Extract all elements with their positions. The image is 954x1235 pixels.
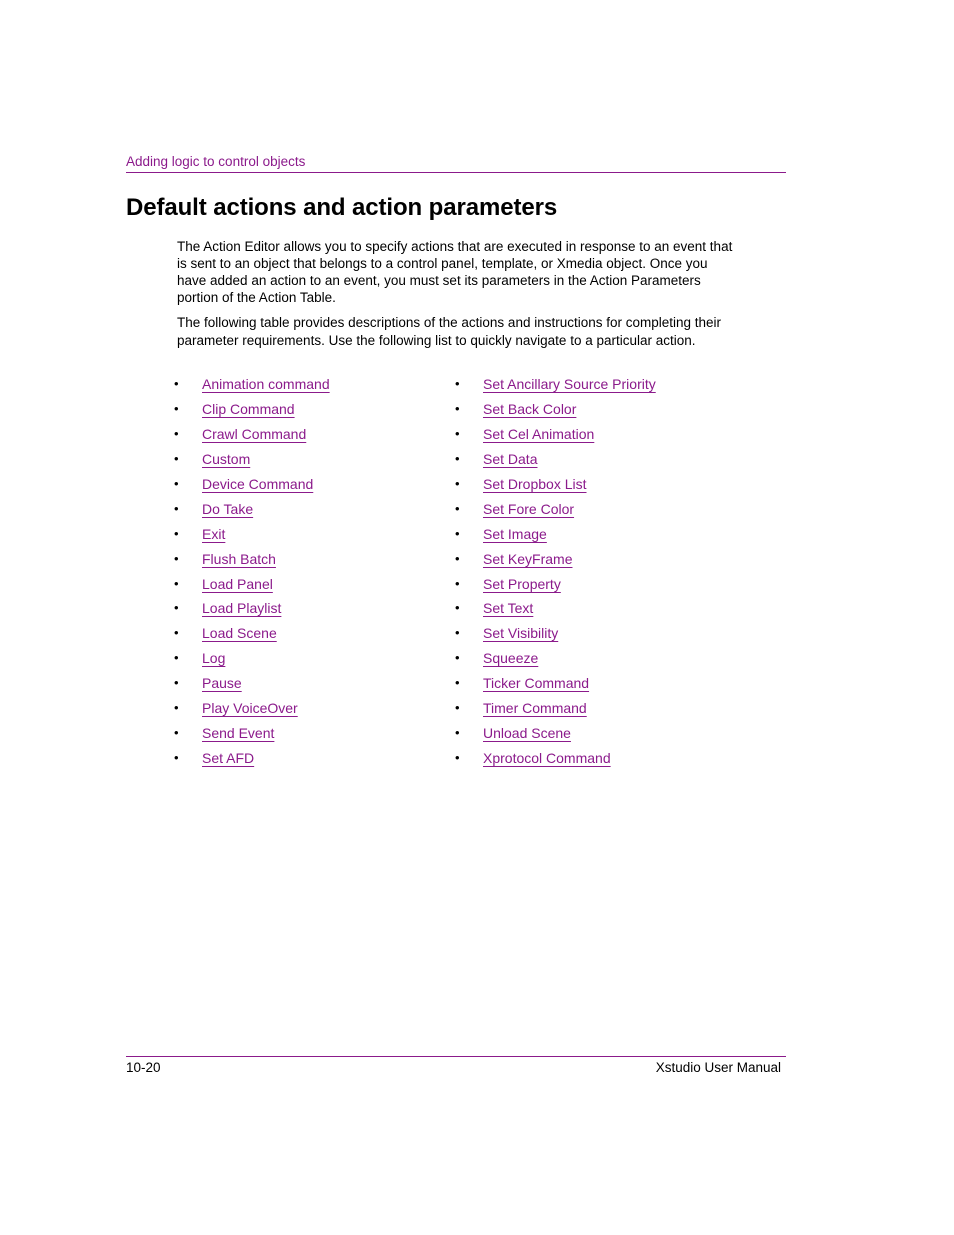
- bullet-icon: •: [174, 450, 179, 466]
- bullet-icon: •: [174, 600, 179, 616]
- bullet-icon: •: [174, 376, 179, 391]
- action-link[interactable]: Set Ancillary Source Priority: [483, 376, 656, 392]
- action-link[interactable]: Squeeze: [483, 650, 539, 667]
- bullet-icon: •: [174, 400, 179, 416]
- action-link[interactable]: Set Cel Animation: [483, 425, 595, 442]
- action-link[interactable]: Set Back Color: [483, 400, 577, 417]
- action-link[interactable]: Ticker Command: [483, 675, 590, 692]
- action-link[interactable]: Clip Command: [202, 400, 295, 417]
- bullet-icon: •: [455, 525, 460, 541]
- action-link[interactable]: Set Dropbox List: [483, 475, 587, 492]
- bullet-icon: •: [174, 650, 179, 666]
- bullet-icon: •: [174, 625, 179, 641]
- bullet-icon: •: [455, 600, 460, 616]
- action-link[interactable]: Set Data: [483, 450, 538, 467]
- intro-paragraph: The Action Editor allows you to specify actions that are executed in response to an event that is sent to an object that belongs to a control panel, template, or Xmedia object. Once you have added an action to an event, you must set its parameters in the Action Parameters portion of the Action Table.: [177, 239, 733, 305]
- page-number: 10-20: [126, 1060, 161, 1075]
- action-link[interactable]: Load Panel: [202, 575, 273, 592]
- bullet-icon: •: [174, 700, 179, 716]
- manual-title: Xstudio User Manual: [655, 1060, 781, 1075]
- bullet-icon: •: [455, 425, 460, 441]
- bullet-icon: •: [455, 475, 460, 491]
- bullet-icon: •: [455, 575, 460, 591]
- bullet-icon: •: [455, 500, 460, 516]
- bullet-icon: •: [174, 675, 179, 691]
- page-title: Default actions and action parameters: [126, 194, 558, 221]
- bullet-icon: •: [455, 675, 460, 691]
- bullet-icon: •: [455, 625, 460, 641]
- action-link[interactable]: Exit: [202, 525, 226, 542]
- action-link[interactable]: Crawl Command: [202, 425, 307, 442]
- bullet-icon: •: [455, 550, 460, 566]
- navigation-paragraph: The following table provides descriptions of the actions and instructions for completing their parameter requirements. Use the following list to quickly navigate to a particular action.: [177, 315, 722, 348]
- bullet-icon: •: [455, 750, 460, 766]
- action-link[interactable]: Load Playlist: [202, 600, 282, 617]
- bullet-icon: •: [174, 525, 179, 541]
- bullet-icon: •: [174, 750, 179, 766]
- action-link[interactable]: Flush Batch: [202, 550, 276, 567]
- action-link[interactable]: Set AFD: [202, 750, 255, 767]
- action-link[interactable]: Set Image: [483, 525, 547, 542]
- bullet-icon: •: [174, 475, 179, 491]
- header-divider: [126, 172, 786, 173]
- action-link[interactable]: Set Property: [483, 575, 561, 592]
- bullet-icon: •: [174, 575, 179, 591]
- action-link[interactable]: Log: [202, 650, 226, 667]
- action-link[interactable]: Play VoiceOver: [202, 700, 298, 717]
- action-link[interactable]: Xprotocol Command: [483, 750, 611, 767]
- action-link[interactable]: Set KeyFrame: [483, 550, 573, 567]
- action-link[interactable]: Pause: [202, 675, 242, 692]
- action-link[interactable]: Custom: [202, 450, 251, 467]
- action-link[interactable]: Send Event: [202, 725, 275, 742]
- action-link[interactable]: Set Fore Color: [483, 500, 575, 517]
- action-link[interactable]: Device Command: [202, 475, 314, 492]
- action-link[interactable]: Timer Command: [483, 700, 587, 717]
- action-link[interactable]: Do Take: [202, 500, 254, 517]
- bullet-icon: •: [455, 725, 460, 741]
- action-link[interactable]: Animation command: [202, 376, 330, 392]
- bullet-icon: •: [455, 650, 460, 666]
- action-link[interactable]: Set Text: [483, 600, 534, 617]
- bullet-icon: •: [174, 725, 179, 741]
- bullet-icon: •: [174, 500, 179, 516]
- bullet-icon: •: [174, 425, 179, 441]
- bullet-icon: •: [455, 376, 460, 391]
- bullet-icon: •: [455, 450, 460, 466]
- section-header-link[interactable]: Adding logic to control objects: [126, 154, 306, 169]
- bullet-icon: •: [455, 700, 460, 716]
- action-link[interactable]: Load Scene: [202, 625, 277, 642]
- bullet-icon: •: [174, 550, 179, 566]
- footer-divider: [126, 1056, 786, 1057]
- action-link[interactable]: Unload Scene: [483, 725, 571, 742]
- action-link[interactable]: Set Visibility: [483, 625, 559, 642]
- bullet-icon: •: [455, 400, 460, 416]
